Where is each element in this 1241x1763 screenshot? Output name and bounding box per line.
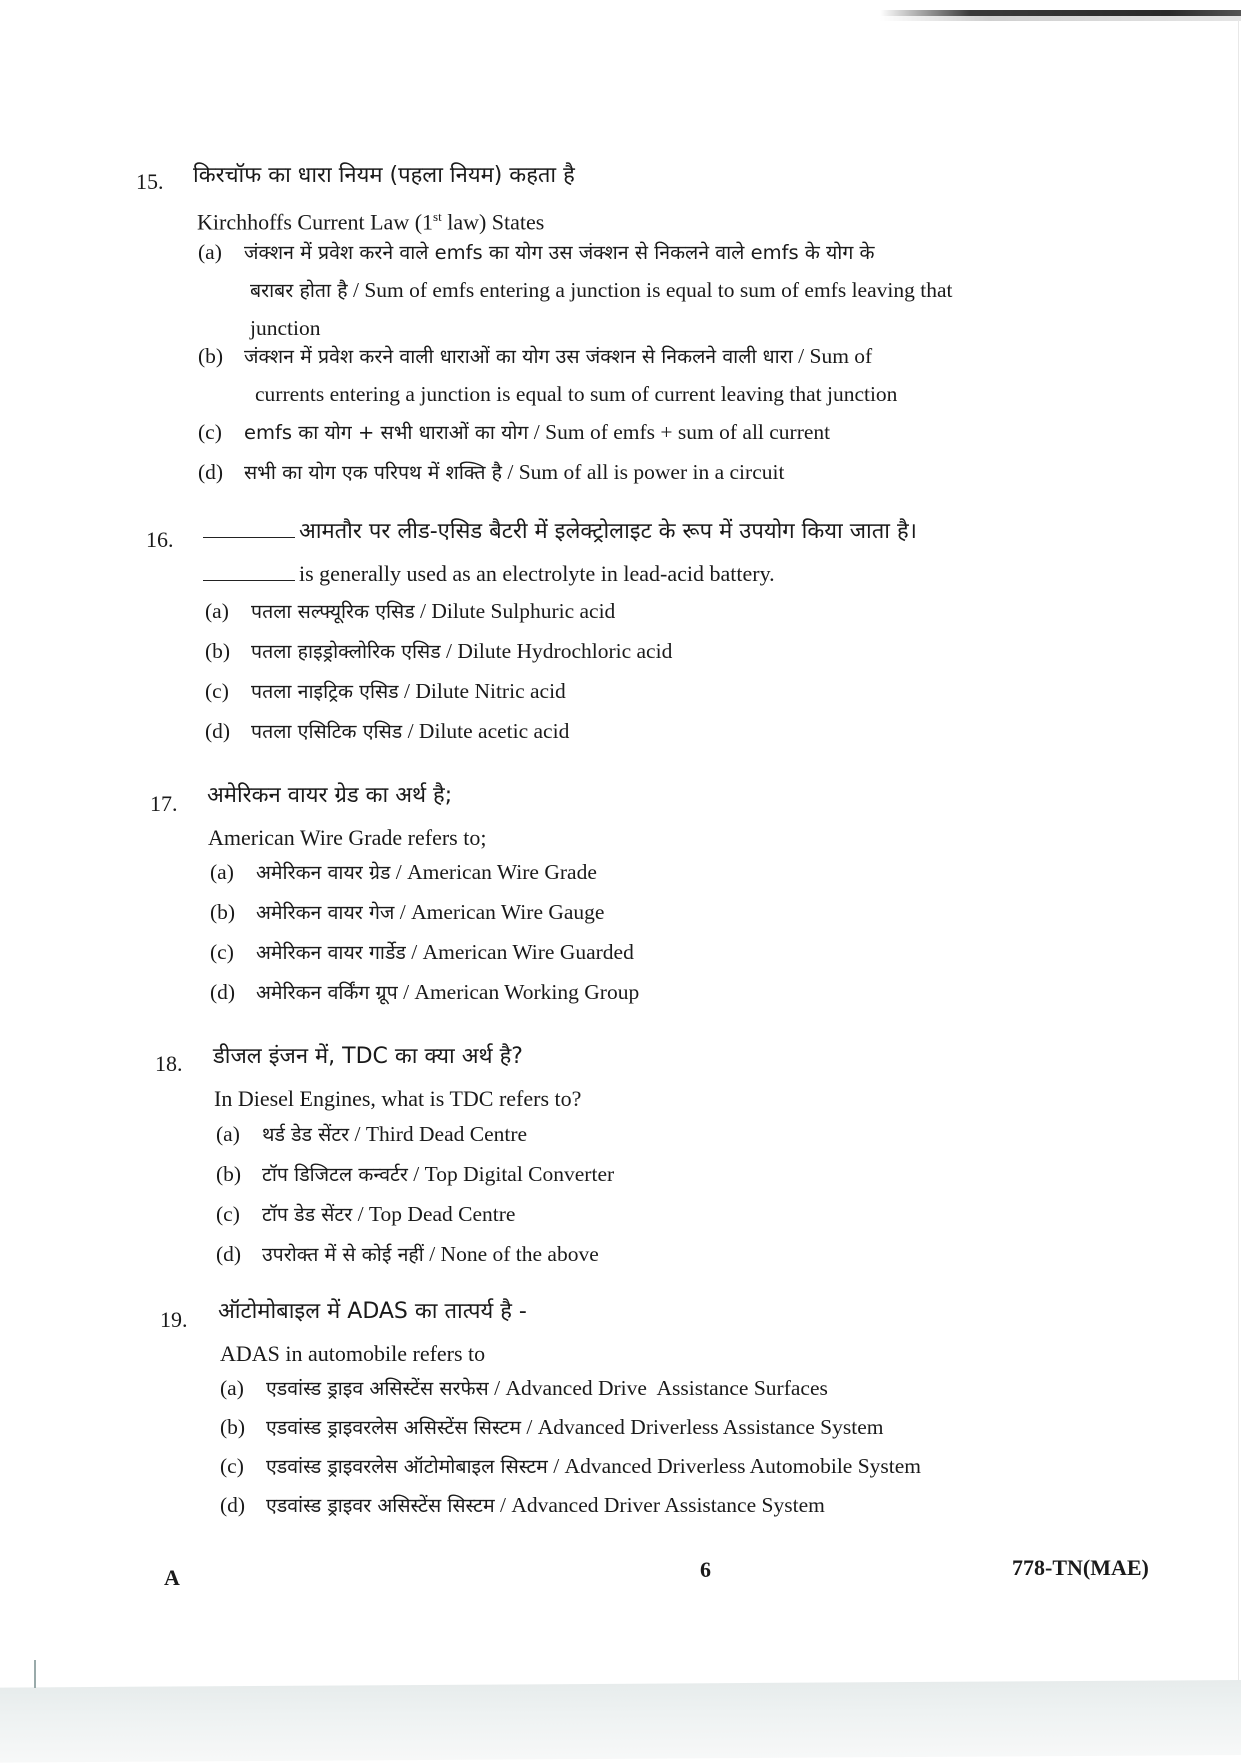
option-a[interactable]: (a) अमेरिकन वायर ग्रेड / American Wire Grade: [210, 860, 597, 884]
option-c[interactable]: (c) एडवांस्ड ड्राइवरलेस ऑटोमोबाइल सिस्टम / Advanced Driverless Automobile System: [220, 1454, 922, 1478]
question-number: 16.: [146, 527, 174, 552]
option-label: (a): [198, 240, 222, 264]
question-text-english: American Wire Grade refers to;: [208, 825, 487, 850]
page-right-edge: [1238, 20, 1239, 1680]
question-text-hindi: आमतौर पर लीड-एसिड बैटरी में इलेक्ट्रोलाइट के रूप में उपयोग किया जाता है।: [203, 518, 917, 546]
option-text-english: / Sum of emfs + sum of all current: [528, 420, 831, 444]
option-d[interactable]: (d) अमेरिकन वर्किंग ग्रूप / American Working Group: [210, 980, 640, 1004]
option-text-hindi: emfs का योग + सभी धाराओं का योग: [244, 421, 529, 444]
option-b[interactable]: [198, 342, 872, 371]
option-d[interactable]: (d) एडवांस्ड ड्राइवर असिस्टेंस सिस्टम / Advanced Driver Assistance System: [220, 1493, 825, 1517]
option-a[interactable]: (a) पतला सल्फ्यूरिक एसिड / Dilute Sulphuric acid: [205, 599, 616, 623]
option-text-english: / Sum of all is power in a circuit: [502, 460, 785, 484]
question-text-hindi: ऑटोमोबाइल में ADAS का तात्पर्य है -: [218, 1299, 527, 1324]
scan-bottom-shadow: [0, 1680, 1241, 1763]
question-number: 17.: [150, 791, 178, 816]
fill-in-blank: [203, 519, 295, 538]
question-text-english: ADAS in automobile refers to: [220, 1341, 486, 1366]
option-label: (d): [198, 460, 224, 484]
option-text-english: / Sum of: [792, 344, 873, 368]
scan-mark: [34, 1660, 36, 1688]
option-a[interactable]: (a) थर्ड डेड सेंटर / Third Dead Centre: [216, 1122, 528, 1146]
question-text-english: Kirchhoffs Current Law (1st law) States: [197, 209, 545, 235]
option-b[interactable]: (b) टॉप डिजिटल कन्वर्टर / Top Digital Converter: [216, 1162, 615, 1186]
option-b[interactable]: (b) अमेरिकन वायर गेज / American Wire Gauge: [210, 900, 605, 924]
option-a[interactable]: [198, 238, 875, 267]
option-b[interactable]: (b) एडवांस्ड ड्राइवरलेस असिस्टेंस सिस्टम / Advanced Driverless Assistance System: [220, 1415, 884, 1439]
option-a[interactable]: (a) एडवांस्ड ड्राइव असिस्टेंस सरफेस / Advanced Drive Assistance Surfaces: [220, 1376, 828, 1400]
option-d[interactable]: (d) पतला एसिटिक एसिड / Dilute acetic acid: [205, 719, 570, 743]
option-a-continued-2: junction: [250, 316, 321, 340]
question-number: 19.: [160, 1307, 188, 1332]
option-label: (b): [198, 344, 224, 368]
option-text-hindi: सभी का योग एक परिपथ में शक्ति है: [244, 461, 502, 484]
question-text-hindi: किरचॉफ का धारा नियम (पहला नियम) कहता है: [193, 163, 575, 188]
question-number: 18.: [155, 1051, 183, 1076]
series-label: A: [164, 1565, 180, 1590]
option-c[interactable]: (c) पतला नाइट्रिक एसिड / Dilute Nitric acid: [205, 679, 566, 703]
option-c[interactable]: (c) टॉप डेड सेंटर / Top Dead Centre: [216, 1202, 516, 1226]
question-number: 15.: [136, 169, 164, 194]
fill-in-blank: [203, 562, 295, 581]
option-b[interactable]: (b) पतला हाइड्रोक्लोरिक एसिड / Dilute Hydrochloric acid: [205, 639, 673, 663]
question-text-english: is generally used as an electrolyte in lead-acid battery.: [203, 560, 775, 588]
paper-code: 778-TN(MAE): [1012, 1555, 1149, 1580]
scan-edge-shadow-light: [880, 16, 1241, 21]
page-number: 6: [700, 1557, 711, 1582]
option-text-hindi: जंक्शन में प्रवेश करने वाली धाराओं का योग उस जंक्शन से निकलने वाली धारा: [244, 345, 793, 368]
question-text-hindi: डीजल इंजन में, TDC का क्या अर्थ है?: [213, 1044, 523, 1069]
question-text-hindi: अमेरिकन वायर ग्रेड का अर्थ है;: [207, 783, 453, 808]
option-a-continued: बराबर होता है / Sum of emfs entering a junction is equal to sum of emfs leaving that: [250, 278, 953, 302]
option-d[interactable]: [198, 458, 784, 487]
option-text-hindi: जंक्शन में प्रवेश करने वाले emfs का योग उस जंक्शन से निकलने वाले emfs के योग के: [244, 241, 875, 264]
question-text-english: In Diesel Engines, what is TDC refers to?: [214, 1086, 582, 1111]
option-c[interactable]: (c) अमेरिकन वायर गार्डेड / American Wire Guarded: [210, 940, 634, 964]
option-b-continued: currents entering a junction is equal to sum of current leaving that junction: [255, 382, 898, 406]
option-label: (c): [198, 420, 222, 444]
option-c[interactable]: [198, 418, 830, 447]
option-d[interactable]: (d) उपरोक्त में से कोई नहीं / None of the above: [216, 1242, 599, 1266]
